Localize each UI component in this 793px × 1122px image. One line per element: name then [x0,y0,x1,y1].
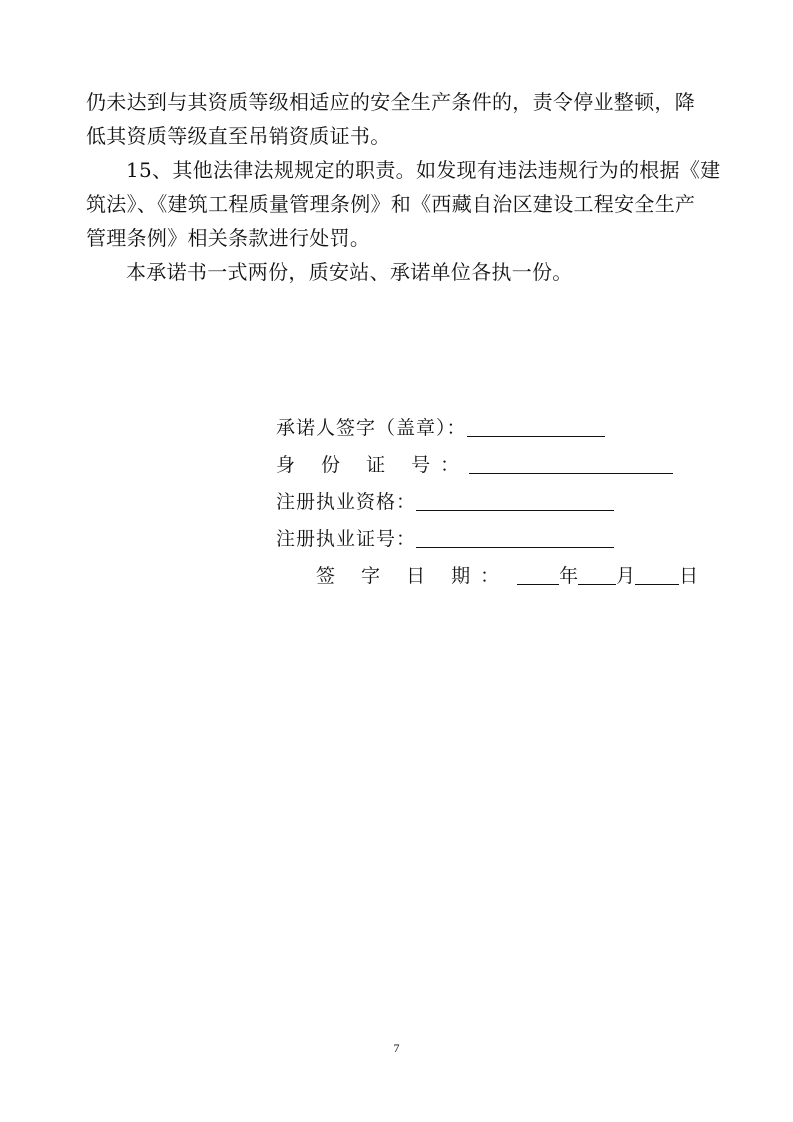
paragraph-line: 仍未达到与其资质等级相适应的安全生产条件的，责令停业整顿，降 [86,90,695,114]
signer-row [276,410,605,440]
id-row [276,447,673,477]
cert-row [276,521,614,551]
year-blank[interactable] [517,562,559,585]
cert-label: 注册执业证号： [276,528,417,550]
date-row [316,558,698,588]
date-label: 签 字 日 期： [316,565,510,587]
day-label: 日 [679,565,699,587]
id-blank[interactable] [469,451,673,474]
qualification-row [276,484,614,514]
paragraph-line: 低其资质等级直至吊销资质证书。 [86,124,391,148]
month-blank[interactable] [578,562,616,585]
month-label: 月 [616,565,636,587]
paragraph-line: 筑法》、《建筑工程质量管理条例》和《西藏自治区建设工程安全生产 [86,192,696,216]
qualification-blank[interactable] [416,488,614,511]
signer-blank[interactable] [467,414,605,437]
qualification-label: 注册执业资格： [276,491,417,513]
cert-blank[interactable] [416,525,614,548]
body-text [86,87,721,291]
paragraph-line: 管理条例》相关条款进行处罚。 [86,226,371,250]
id-label: 身 份 证 号： [276,454,470,476]
signer-label: 承诺人签字（盖章）： [276,417,467,439]
paragraph-line: 15、其他法律法规规定的职责。如发现有违法违规行为的根据《建 [126,158,721,182]
page-number: 7 [393,1041,400,1055]
paragraph-line: 本承诺书一式两份，质安站、承诺单位各执一份。 [126,260,573,284]
year-label: 年 [559,565,579,587]
day-blank[interactable] [635,562,679,585]
